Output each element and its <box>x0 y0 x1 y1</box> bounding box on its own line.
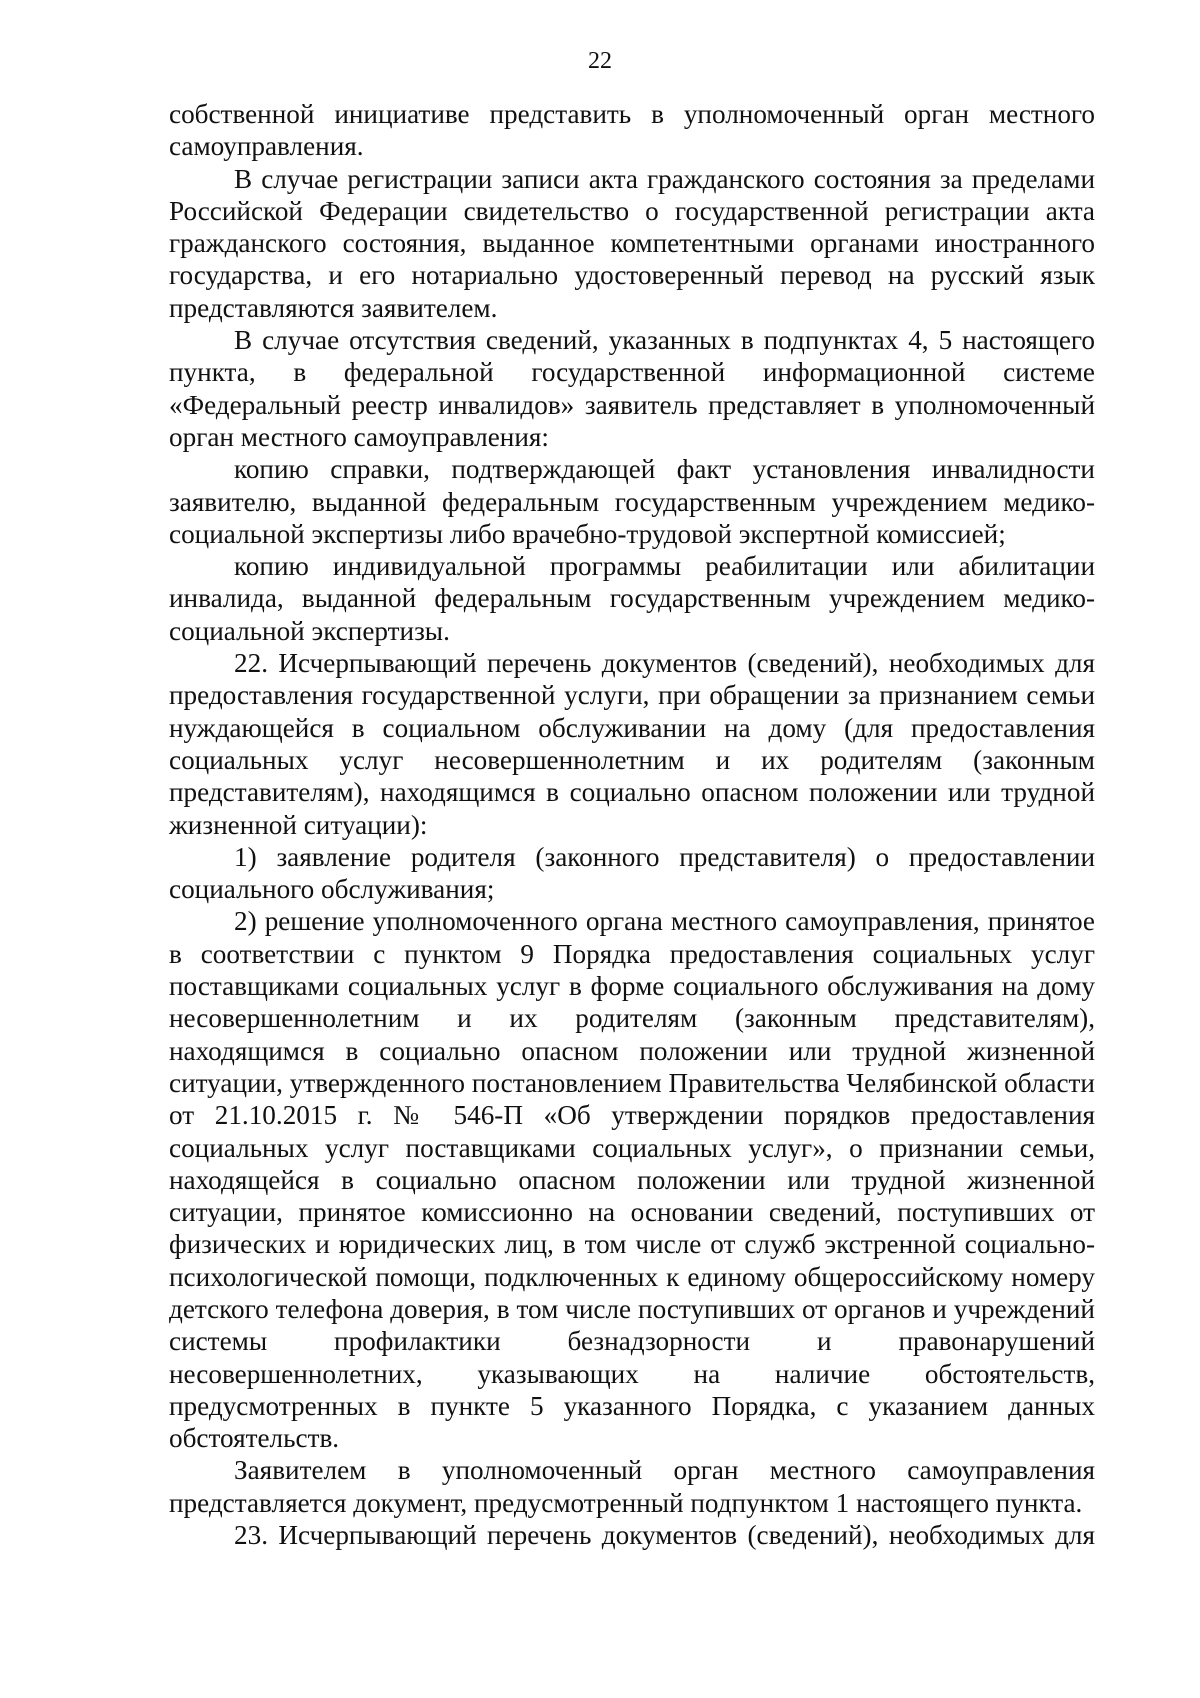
paragraph-disability-certificate: копию справки, подтверждающей факт установления инвалидности заявителю, выданной федеральным государственным учреждением медико-социальной экспертизы либо врачебно-трудовой экспертной комиссией; <box>169 454 1095 549</box>
document-body <box>169 98 1095 1551</box>
paragraph-disability-registry: В случае отсутствия сведений, указанных в подпунктах 4, 5 настоящего пункта, в федеральной государственной информационной системе «Федеральный реестр инвалидов» заявитель представляет в уполномоченный орган местного самоуправления: <box>169 325 1095 452</box>
page-number: 22 <box>588 48 612 74</box>
paragraph-section-23: 23. Исчерпывающий перечень документов (сведений), необходимых для <box>234 1520 1095 1551</box>
paragraph-item-1: 1) заявление родителя (законного представителя) о предоставлении социального обслуживания; <box>169 841 1095 905</box>
paragraph-applicant-document: Заявителем в уполномоченный орган местного самоуправления представляется документ, предусмотренный подпунктом 1 настоящего пункта. <box>169 1455 1095 1518</box>
paragraph-item-2: 2) решение уполномоченного органа местного самоуправления, принятое в соответствии с пунктом 9 Порядка предоставления социальных услуг поставщиками социальных услуг в форме социального обслуживания на дому несовершеннолетним и их родителям (законным представителям), находящимся в социально опасном положении или трудной жизненной ситуации, утвержденного постановлением Правительства Челябинской области от 21.10.2015 г. № 546-П «Об утверждении порядков предоставления социальных услуг поставщиками социальных услуг», о признании семьи, находящейся в социально опасном положении или трудной жизненной ситуации, принятое комиссионно на основании сведений, поступивших от физических и юридических лиц, в том числе от служб экстренной социально-психологической помощи, подключенных к единому общероссийскому номеру детского телефона доверия, в том числе поступивших от органов и учреждений системы профилактики безнадзорности и правонарушений несовершеннолетних, указывающих на наличие обстоятельств, предусмотренных в пункте 5 указанного Порядка, с указанием данных обстоятельств. <box>169 906 1095 1454</box>
paragraph-rehabilitation-program: копию индивидуальной программы реабилитации или абилитации инвалида, выданной федеральным государственным учреждением медико-социальной экспертизы. <box>169 551 1095 646</box>
paragraph-continuation: собственной инициативе представить в уполномоченный орган местного самоуправления. <box>169 99 1095 162</box>
paragraph-section-22: 22. Исчерпывающий перечень документов (сведений), необходимых для предоставления государственной услуги, при обращении за признанием семьи нуждающейся в социальном обслуживании на дому (для предоставления социальных услуг несовершеннолетним и их родителям (законным представителям), находящимся в социально опасном положении или трудной жизненной ситуации): <box>169 648 1095 840</box>
paragraph-foreign-registration: В случае регистрации записи акта гражданского состояния за пределами Российской Федерации свидетельство о государственной регистрации акта гражданского состояния, выданное компетентными органами иностранного государства, и его нотариально удостоверенный перевод на русский язык представляются заявителем. <box>169 163 1095 323</box>
